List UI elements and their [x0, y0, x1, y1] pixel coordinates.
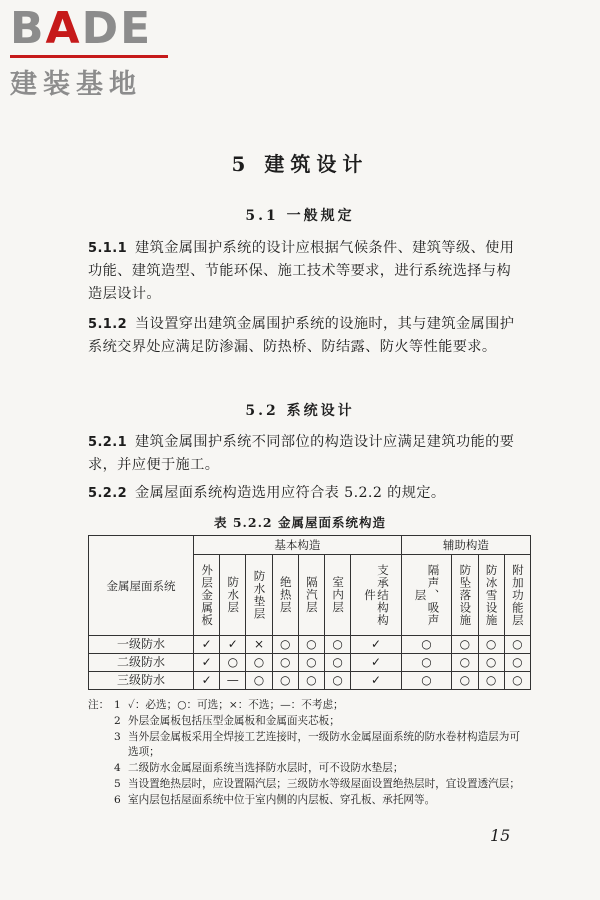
clause-number: 5.1.2	[88, 317, 128, 332]
note-number: 3	[114, 730, 121, 743]
note-item	[88, 730, 528, 762]
table-caption: 表 5.2.2 金属屋面系统构造	[213, 515, 386, 530]
table-cell: ○	[298, 654, 324, 672]
table-cell: ○	[298, 672, 324, 690]
note-number: 4	[114, 762, 121, 775]
section-title: 5.1 一般规定	[245, 208, 355, 224]
note-text: 当设置绝热层时，应设置隔汽层；三级防水等级屋面设置绝热层时，宜设置透汽层；	[128, 777, 520, 790]
column-header: 绝热层	[272, 555, 298, 636]
row-label: 二级防水	[89, 654, 194, 672]
column-header: 支承结构构件	[351, 555, 402, 636]
note-text: 当外层金属板采用全焊接工艺连接时，一级防水金属屋面系统的防水卷材构造层为可选项；	[128, 730, 520, 759]
chapter-title: 5 建筑设计	[231, 152, 369, 176]
table-cell: ○	[452, 654, 478, 672]
table-cell: ○	[272, 636, 298, 654]
group-header-aux: 辅助构造	[401, 536, 530, 555]
table-cell: ○	[220, 654, 246, 672]
paragraph	[88, 313, 520, 359]
group-header-basic: 基本构造	[194, 536, 402, 555]
table-cell: ○	[298, 636, 324, 654]
note-number: 1	[114, 699, 121, 711]
table-cell: ✓	[351, 672, 402, 690]
column-header: 隔声、吸声层	[401, 555, 452, 636]
table-row	[89, 672, 531, 690]
table-cell: ○	[401, 654, 452, 672]
roof-system-table	[88, 535, 531, 690]
column-header: 附加功能层	[504, 555, 530, 636]
note-number: 2	[114, 714, 121, 727]
column-header: 室内层	[325, 555, 351, 636]
table-cell: ○	[325, 654, 351, 672]
column-header: 防坠落设施	[452, 555, 478, 636]
row-label: 三级防水	[89, 672, 194, 690]
note-text: 室内层包括屋面系统中位于室内侧的内层板、穿孔板、承托网等。	[128, 793, 436, 806]
clause-number: 5.2.2	[88, 486, 128, 501]
note-item	[88, 777, 528, 793]
table-cell: —	[220, 672, 246, 690]
note-text: 二级防水金属屋面系统当选择防水层时，可不设防水垫层；	[128, 762, 404, 775]
table-cell: ○	[325, 636, 351, 654]
table-cell: ✓	[220, 636, 246, 654]
column-header: 外层金属板	[194, 555, 220, 636]
paragraph	[88, 482, 520, 505]
table-cell: ○	[504, 654, 530, 672]
table-cell: ○	[504, 636, 530, 654]
notes-label: 注：	[88, 699, 110, 711]
note-item	[88, 698, 528, 714]
table-cell: ○	[246, 654, 272, 672]
clause-text: 建筑金属围护系统的设计应根据气候条件、建筑等级、使用功能、建筑造型、节能环保、施工技术等要求，进行系统选择与构造层设计。	[88, 240, 515, 302]
brand-logo	[10, 5, 180, 101]
column-header: 防水层	[220, 555, 246, 636]
note-number: 6	[114, 793, 121, 806]
table-cell: ✓	[194, 654, 220, 672]
table-cell: ○	[272, 654, 298, 672]
page-number: 15	[490, 826, 511, 845]
column-header: 隔汽层	[298, 555, 324, 636]
logo-subtitle: 建装基地	[10, 69, 142, 100]
logo-wordmark: BADE	[10, 3, 153, 54]
table-cell: ○	[272, 672, 298, 690]
table-cell: ○	[478, 672, 504, 690]
table-cell: ○	[504, 672, 530, 690]
column-header: 防冰雪设施	[478, 555, 504, 636]
row-label: 一级防水	[89, 636, 194, 654]
note-item	[88, 714, 528, 730]
table-cell: ✓	[351, 636, 402, 654]
table-cell: ○	[478, 654, 504, 672]
table-cell: ○	[246, 672, 272, 690]
note-number: 5	[114, 777, 121, 790]
row-header-cell: 金属屋面系统	[89, 536, 194, 636]
note-item	[88, 761, 528, 777]
table-cell: ○	[401, 672, 452, 690]
clause-text: 建筑金属围护系统不同部位的构造设计应满足建筑功能的要求，并应便于施工。	[88, 434, 515, 473]
column-header: 防水垫层	[246, 555, 272, 636]
table-cell: ○	[325, 672, 351, 690]
clause-text: 当设置穿出建筑金属围护系统的设施时，其与建筑金属围护系统交界处应满足防渗漏、防热桥、防结露、防火等性能要求。	[88, 316, 515, 355]
table-cell: ○	[452, 636, 478, 654]
table-row	[89, 654, 531, 672]
table-row	[89, 636, 531, 654]
note-text: ✓：必选；○：可选；×：不选；—：不考虑；	[128, 699, 344, 711]
table-cell: ✓	[194, 636, 220, 654]
clause-number: 5.1.1	[88, 241, 128, 256]
table-cell: ✓	[351, 654, 402, 672]
table-cell: ○	[452, 672, 478, 690]
clause-number: 5.2.1	[88, 435, 128, 450]
clause-text: 金属屋面系统构造选用应符合表 5.2.2 的规定。	[135, 485, 446, 501]
logo-underline	[10, 55, 168, 58]
note-item	[88, 793, 528, 809]
paragraph	[88, 431, 520, 477]
section-title: 5.2 系统设计	[245, 403, 355, 419]
table-cell: ✓	[194, 672, 220, 690]
table-cell: ×	[246, 636, 272, 654]
paragraph	[88, 237, 520, 306]
table-cell: ○	[401, 636, 452, 654]
table-cell: ○	[478, 636, 504, 654]
note-text: 外层金属板包括压型金属板和金属面夹芯板；	[128, 714, 340, 727]
table-notes	[88, 698, 528, 809]
